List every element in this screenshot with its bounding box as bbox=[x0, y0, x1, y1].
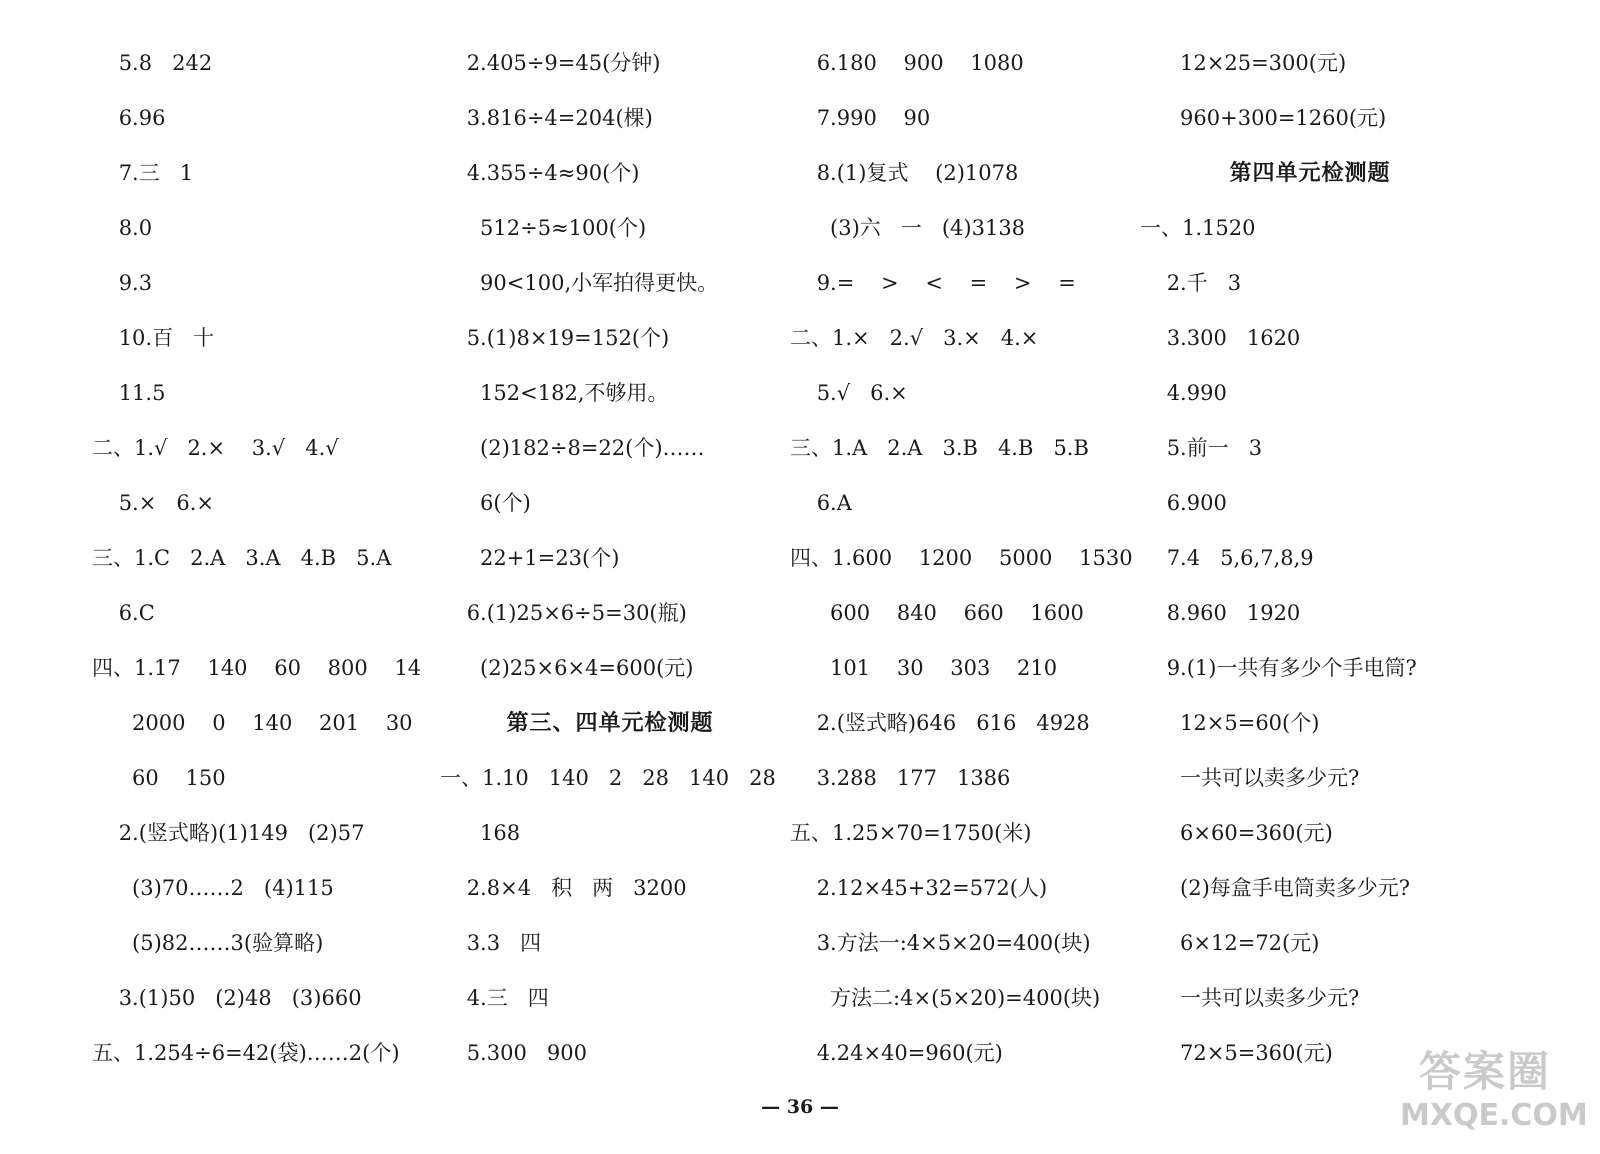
answer-line: 6×60=360(元) bbox=[1140, 821, 1333, 845]
answer-line: 4.990 bbox=[1140, 381, 1227, 405]
answer-line: 8.(1)复式 (2)1078 bbox=[790, 161, 1019, 185]
answer-line: (5)82……3(验算略) bbox=[92, 931, 324, 955]
answer-line: 6(个) bbox=[440, 491, 531, 515]
answer-line: 二、1.× 2.√ 3.× 4.× bbox=[790, 326, 1039, 350]
answer-line: 四、1.17 140 60 800 14 bbox=[92, 656, 422, 680]
answer-line: 2.(竖式略)646 616 4928 bbox=[790, 711, 1090, 735]
answer-line: 960+300=1260(元) bbox=[1140, 106, 1387, 130]
answer-line: 8.960 1920 bbox=[1140, 601, 1301, 625]
answer-line: 4.三 四 bbox=[440, 986, 549, 1010]
answer-line: 方法二:4×(5×20)=400(块) bbox=[790, 986, 1101, 1010]
answer-line: (2)每盒手电筒卖多少元? bbox=[1140, 876, 1411, 900]
answer-line: 512÷5≈100(个) bbox=[440, 216, 647, 240]
answer-line: 3.816÷4=204(棵) bbox=[440, 106, 653, 130]
answer-line: 2000 0 140 201 30 bbox=[92, 711, 413, 735]
answer-line: 一共可以卖多少元? bbox=[1140, 766, 1360, 790]
answer-line: 6×12=72(元) bbox=[1140, 931, 1320, 955]
answer-line: 二、1.√ 2.× 3.√ 4.√ bbox=[92, 436, 339, 460]
answer-line: 22+1=23(个) bbox=[440, 546, 620, 570]
answer-line: 5.300 900 bbox=[440, 1041, 587, 1065]
answer-line: 5.(1)8×19=152(个) bbox=[440, 326, 670, 350]
answer-line: 11.5 bbox=[92, 381, 166, 405]
answer-column-2 bbox=[440, 40, 800, 1085]
answer-line: 3.3 四 bbox=[440, 931, 542, 955]
answer-column-1 bbox=[92, 40, 452, 1085]
answer-line: 四、1.600 1200 5000 1530 bbox=[790, 546, 1133, 570]
answer-line: (3)六 一 (4)3138 bbox=[790, 216, 1026, 240]
answer-line: (2)25×6×4=600(元) bbox=[440, 656, 694, 680]
answer-line: 90<100,小军拍得更快。 bbox=[440, 271, 719, 295]
answer-line: 12×25=300(元) bbox=[1140, 51, 1347, 75]
answer-line: 一共可以卖多少元? bbox=[1140, 986, 1360, 1010]
answer-line: 12×5=60(个) bbox=[1140, 711, 1320, 735]
answer-line: 4.355÷4≈90(个) bbox=[440, 161, 640, 185]
answer-line: 五、1.25×70=1750(米) bbox=[790, 821, 1032, 845]
answer-line: 五、1.254÷6=42(袋)……2(个) bbox=[92, 1041, 400, 1065]
answer-column-3 bbox=[790, 40, 1150, 1085]
answer-line: 5.× 6.× bbox=[92, 491, 214, 515]
answer-line: 7.三 1 bbox=[92, 161, 194, 185]
answer-line: 8.0 bbox=[92, 216, 153, 240]
answer-line: 101 30 303 210 bbox=[790, 656, 1058, 680]
answer-line: 152<182,不够用。 bbox=[440, 381, 669, 405]
answer-line: 6.(1)25×6÷5=30(瓶) bbox=[440, 601, 687, 625]
answer-line: 2.8×4 积 两 3200 bbox=[440, 876, 687, 900]
answer-line: 6.180 900 1080 bbox=[790, 51, 1024, 75]
answer-line: 9.(1)一共有多少个手电筒? bbox=[1140, 656, 1417, 680]
answer-line: 6.A bbox=[790, 491, 852, 515]
answer-line: 3.方法一:4×5×20=400(块) bbox=[790, 931, 1091, 955]
answer-line: 10.百 十 bbox=[92, 326, 215, 350]
answer-line: 2.12×45+32=572(人) bbox=[790, 876, 1048, 900]
watermark-site: MXQE.COM bbox=[1400, 1098, 1588, 1133]
answer-line: 6.900 bbox=[1140, 491, 1227, 515]
answer-line: 3.288 177 1386 bbox=[790, 766, 1011, 790]
answer-line: 5.前一 3 bbox=[1140, 436, 1263, 460]
answer-line: 60 150 bbox=[92, 766, 226, 790]
answer-line: 5.√ 6.× bbox=[790, 381, 908, 405]
answer-line: 三、1.C 2.A 3.A 4.B 5.A bbox=[92, 546, 392, 570]
answer-line: 600 840 660 1600 bbox=[790, 601, 1084, 625]
answer-line: 一、1.10 140 2 28 140 28 bbox=[440, 766, 776, 790]
answer-line: (2)182÷8=22(个)…… bbox=[440, 436, 705, 460]
answer-line: 9.3 bbox=[92, 271, 153, 295]
section-heading: 第三、四单元检测题 bbox=[506, 710, 714, 736]
answer-line: 9.= > < = > = bbox=[790, 271, 1076, 295]
answer-line: 72×5=360(元) bbox=[1140, 1041, 1333, 1065]
answer-line: 2.千 3 bbox=[1140, 271, 1242, 295]
answer-line: 三、1.A 2.A 3.B 4.B 5.B bbox=[790, 436, 1089, 460]
answer-column-4 bbox=[1140, 40, 1500, 1085]
answer-line: 一、1.1520 bbox=[1140, 216, 1256, 240]
answer-line: 3.(1)50 (2)48 (3)660 bbox=[92, 986, 362, 1010]
answer-line: 2.405÷9=45(分钟) bbox=[440, 51, 661, 75]
answer-line: 168 bbox=[440, 821, 521, 845]
answer-line: 7.990 90 bbox=[790, 106, 931, 130]
watermark-logo: 答案圈 bbox=[1418, 1047, 1551, 1096]
answer-line: 5.8 242 bbox=[92, 51, 213, 75]
page-number: — 36 — bbox=[761, 1096, 839, 1118]
answer-line: (3)70……2 (4)115 bbox=[92, 876, 334, 900]
answer-line: 3.300 1620 bbox=[1140, 326, 1301, 350]
answer-line: 4.24×40=960(元) bbox=[790, 1041, 1003, 1065]
answer-line: 6.C bbox=[92, 601, 155, 625]
answer-line: 2.(竖式略)(1)149 (2)57 bbox=[92, 821, 365, 845]
answer-line: 7.4 5,6,7,8,9 bbox=[1140, 546, 1314, 570]
watermark bbox=[1400, 1046, 1588, 1146]
section-heading: 第四单元检测题 bbox=[1229, 160, 1391, 186]
answer-line: 6.96 bbox=[92, 106, 166, 130]
